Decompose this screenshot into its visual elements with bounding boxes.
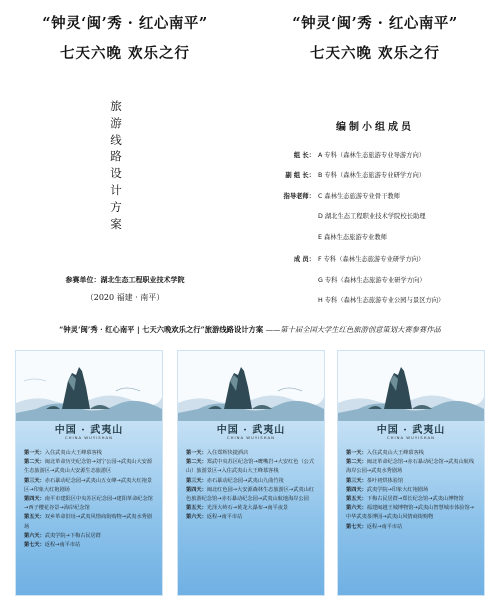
- place-year: （2020 福建 · 南平）: [85, 293, 165, 302]
- right-members-page: [250, 0, 500, 320]
- card-logo: 中国 · 武夷山: [54, 425, 124, 436]
- member-text: D 湖北生态工程职业技术学院校长助理: [318, 213, 426, 220]
- vertical-char: 游: [110, 115, 122, 130]
- organizer: 参赛单位：湖北生态工程职业技术学院: [65, 276, 185, 284]
- card-itinerary: [24, 449, 156, 550]
- member-role: 副 组 长：: [285, 172, 315, 179]
- member-text: F 专科（森林生态旅游专业研学方向）: [318, 256, 425, 263]
- list-item: 第三天：赤石暴动纪念园→武夷山九曲竹筏: [186, 477, 284, 484]
- member-role: 指导老师：: [283, 193, 315, 200]
- list-item: 第一天：入住武夷山大王峰慕客栈: [24, 450, 102, 456]
- list-item: 第五天：双乡革命旧址→武夷风情商街购物→武夷水秀剧场: [24, 514, 153, 530]
- list-item: 第三天：赤石暴动纪念园→武夷山五女峰→武夷大红袍景区→印象大红袍剧场: [24, 477, 153, 493]
- mountain-landscape-image: [178, 351, 324, 421]
- vertical-char: 旅: [110, 99, 122, 113]
- list-item: 第五天：光泽大岭石→黄龙大瀑布→南平夜景: [186, 505, 289, 512]
- vertical-plan-title: [106, 98, 126, 232]
- left-title-page: [0, 0, 250, 320]
- member-text: H 专科（森林生态旅游专业公园与景区方向）: [318, 297, 445, 304]
- list-item: 第二天：闽北革命纪念馆→赤石暴动纪念馆→武夷山航线海岸公园→武夷水秀剧场: [346, 459, 475, 475]
- card-logo-sub: CHINA WUYISHAN: [387, 435, 435, 440]
- member-text: G 专科（森林生态旅游专业研学方向）: [318, 277, 426, 284]
- list-item: 第一天：入住武夷山大王峰慕客栈: [346, 450, 424, 456]
- list-item: 第七天：返程→南平市站: [24, 542, 81, 549]
- member-text: A 专科（森林生态旅游专业导游方向）: [318, 152, 426, 159]
- group-title: 编制小组成员: [336, 122, 414, 133]
- list-item: 第七天：返程→南平市站: [346, 523, 403, 530]
- card-itinerary: [186, 449, 318, 523]
- plan-banner: [5, 325, 495, 335]
- list-item: 第三天：茶叶初烘体验馆: [346, 477, 404, 484]
- member-role: 组 长：: [293, 152, 315, 159]
- right-title-line1: “钟灵‘闽’秀 · 红心南平”: [292, 15, 458, 32]
- itinerary-card-1: [15, 350, 163, 596]
- card-logo-sub: CHINA WUYISHAN: [65, 435, 113, 440]
- vertical-char: 方: [110, 199, 122, 214]
- card-logo-sub: CHINA WUYISHAN: [227, 435, 275, 440]
- vertical-char: 案: [110, 216, 122, 231]
- list-item: 第六天：福建闽越王城博物馆→武夷山智慧城市体验馆→中华武夷茶博园→武夷山风情商街购物: [346, 505, 475, 521]
- list-item: 第六天：武夷学院→下梅古民居群: [24, 532, 101, 539]
- list-item: 第六天：返程→南平市站: [186, 514, 243, 521]
- banner-main: “钟灵‘闽’秀 · 红心南平 | 七天六晚欢乐之行”旅游线路设计方案: [59, 325, 264, 334]
- member-text: B 专科（森林生态旅游专业研学方向）: [318, 172, 426, 179]
- list-item: 第二天：郑武中央苏区纪念馆→鹰嘴岩→大安红色（公式山）旅游景区→入住武夷山大王峰慕客栈: [186, 459, 315, 475]
- vertical-char: 计: [110, 182, 122, 197]
- left-title-line1: “钟灵‘闽’秀 · 红心南平”: [42, 15, 208, 32]
- card-itinerary: [346, 449, 478, 532]
- banner-sub: ——第十届全国大学生红色旅游创意策划大赛参赛作品: [265, 325, 441, 334]
- itinerary-card-2: [177, 350, 325, 596]
- list-item: 第四天：南平市建阳区中央苏区纪念园→建阳革命纪念馆→西子樱花谷景→海岸纪念馆: [24, 496, 153, 512]
- vertical-char: 路: [110, 149, 122, 164]
- vertical-char: 线: [110, 132, 122, 147]
- left-title-line2: 七天六晚 欢乐之行: [59, 45, 191, 62]
- member-text: E 森林生态旅游专业教师: [318, 234, 387, 241]
- member-text: C 森林生态旅游专业骨干教师: [318, 193, 400, 200]
- card-logo: 中国 · 武夷山: [216, 425, 286, 436]
- list-item: 第二天：闽北革命历史纪念馆→刘宁公园→武夷山大安源生态旅游区→武夷山大安源生态旅游区: [24, 459, 153, 475]
- right-title-line2: 七天六晚 欢乐之行: [309, 45, 441, 62]
- list-item: 第四天：闽北红色园→大安源森林生态旅游区→武夷山红色旅游纪念馆→赤石暴动纪念园→武夷山航地海岸公园: [186, 486, 315, 503]
- list-item: 第一天：入住郑辉快捷酒店: [186, 450, 249, 456]
- member-role: 成 员：: [293, 256, 315, 263]
- list-item: 第四天：武夷学院→印象大红袍剧场: [346, 486, 429, 493]
- mountain-landscape-image: [16, 351, 162, 421]
- mountain-landscape-image: [338, 351, 484, 421]
- card-logo: 中国 · 武夷山: [376, 425, 446, 436]
- list-item: 第五天：下梅古民居群→郑长纪念馆→武夷山博物馆: [346, 496, 464, 503]
- vertical-char: 设: [110, 166, 122, 181]
- itinerary-card-3: [337, 350, 485, 596]
